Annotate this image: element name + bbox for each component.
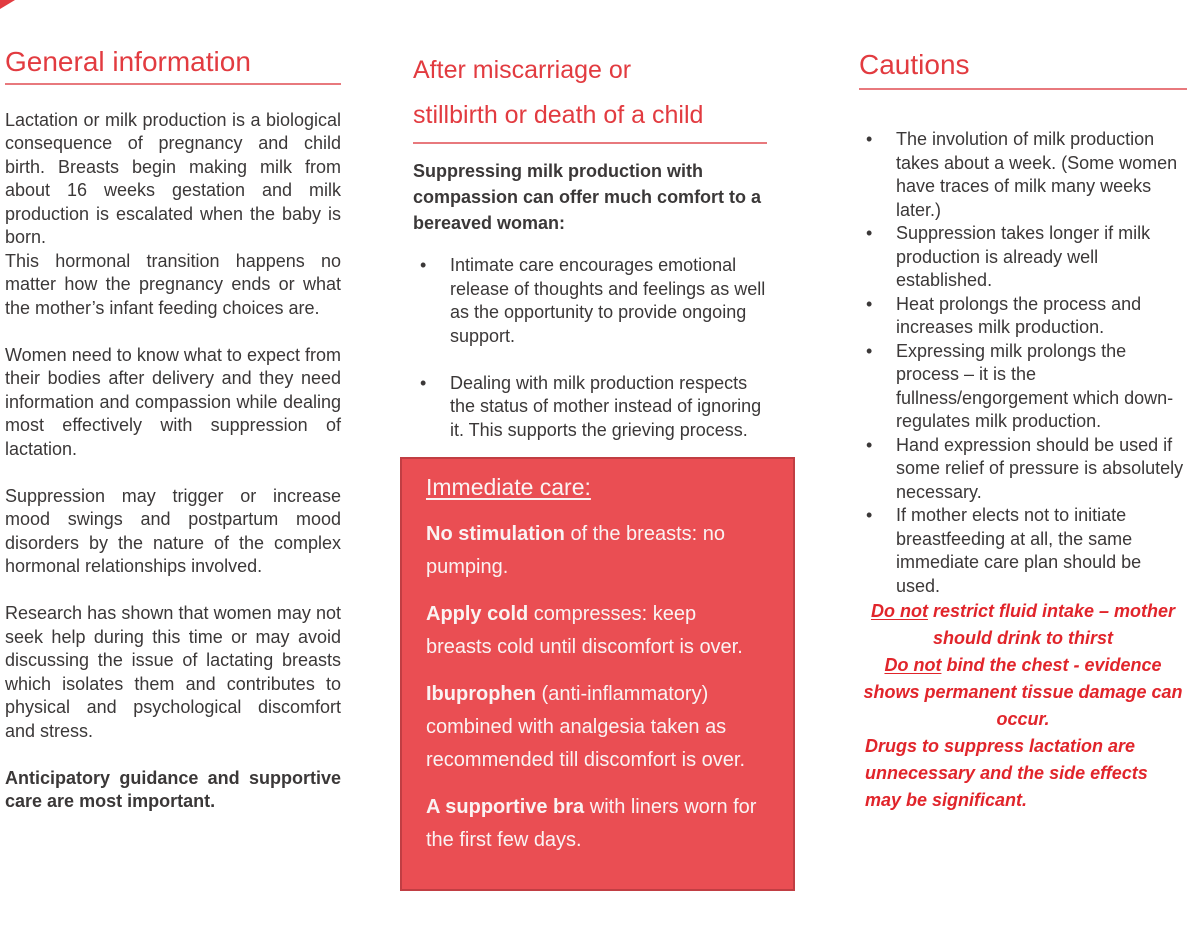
list-item-text: Hand expression should be used if some relief of pressure is absolutely necessary.	[896, 434, 1184, 502]
miscarriage-bullet-list	[413, 254, 767, 442]
heading-line: stillbirth or death of a child	[413, 101, 704, 129]
immediate-care-box	[400, 457, 795, 891]
bullet-icon: •	[866, 434, 873, 455]
care-item	[426, 518, 767, 584]
care-item-rest: with liners worn for the first few days.	[426, 796, 757, 851]
bullet-icon: •	[420, 255, 427, 275]
warning-lead: Do not	[884, 655, 942, 675]
heading-underline	[859, 88, 1187, 90]
list-item-text: Expressing milk prolongs the process – it is the fullness/engorgement which down-regulates milk production.	[896, 340, 1174, 431]
care-item-rest: compresses: keep breasts cold until discomfort is over.	[426, 603, 743, 658]
care-item-rest: of the breasts: no pumping.	[426, 523, 725, 578]
heading-line: After miscarriage or	[413, 56, 632, 84]
after-miscarriage-heading	[413, 48, 767, 138]
cautions-bullet-list	[859, 128, 1187, 598]
heading-underline	[413, 142, 767, 144]
list-item	[413, 372, 767, 443]
list-item	[859, 434, 1187, 505]
list-item-text: The involution of milk production takes about a week. (Some women have traces of milk many weeks later.)	[896, 129, 1178, 220]
list-item	[859, 128, 1187, 222]
bullet-icon: •	[866, 223, 873, 243]
cautions-panel	[855, 48, 1187, 814]
cautions-heading: Cautions	[859, 49, 970, 80]
warning-rest: restrict fluid intake – mother should drink to thirst	[927, 601, 1176, 648]
paragraph: Suppression may trigger or increase mood swings and postpartum mood disorders by the nature of the complex hormonal relationships involved.	[5, 485, 341, 576]
immediate-care-title: Immediate care:	[426, 474, 591, 500]
care-item-rest: (anti-inflammatory) combined with analgesia taken as recommended till discomfort is over.	[426, 683, 746, 771]
list-item	[859, 340, 1187, 434]
list-item	[859, 293, 1187, 340]
warning-lead: Do not	[870, 601, 928, 621]
bullet-icon: •	[866, 505, 873, 525]
warning-fluid-intake	[859, 598, 1187, 652]
care-item-lead: A supportive bra	[426, 796, 585, 818]
paragraph: Lactation or milk production is a biological consequence of pregnancy and child birth. Breasts begin making milk from about 16 weeks gestation and milk production is escalated when the baby is born.	[5, 109, 341, 247]
paragraph-emphasis: Anticipatory guidance and supportive care are most important.	[5, 767, 341, 811]
list-item	[859, 222, 1187, 293]
bullet-icon: •	[866, 340, 873, 361]
bullet-icon: •	[866, 293, 873, 314]
heading-underline	[5, 83, 341, 85]
bullet-icon: •	[866, 129, 873, 149]
list-item-text: If mother elects not to initiate breastfeeding at all, the same immediate care plan should be used.	[896, 505, 1142, 596]
bullet-icon: •	[420, 372, 427, 393]
care-item-lead: No stimulation	[426, 523, 565, 545]
care-item-lead: Apply cold	[426, 603, 529, 625]
general-information-heading: General information	[5, 46, 251, 77]
warning-bind-chest	[859, 652, 1187, 733]
care-item	[426, 678, 767, 777]
care-item-lead: Ibuprophen	[426, 683, 536, 705]
paragraph: This hormonal transition happens no matter how the pregnancy ends or what the mother’s infant feeding choices are.	[5, 250, 341, 318]
care-item	[426, 791, 767, 857]
list-item	[859, 504, 1187, 598]
list-item	[413, 254, 767, 348]
list-item-text: Dealing with milk production respects the status of mother instead of ignoring it. This supports the grieving process.	[450, 372, 762, 440]
paragraph: Women need to know what to expect from their bodies after delivery and they need information and compassion while dealing most effectively with suppression of lactation.	[5, 344, 341, 459]
after-miscarriage-panel	[400, 48, 795, 891]
list-item-text: Heat prolongs the process and increases milk production.	[896, 293, 1142, 337]
warning-rest: bind the chest - evidence shows permanent tissue damage can occur.	[863, 655, 1183, 729]
list-item-text: Suppression takes longer if milk production is already well established.	[896, 223, 1151, 290]
list-item-text: Intimate care encourages emotional release of thoughts and feelings as well as the opportunity to provide ongoing support.	[450, 255, 766, 346]
care-item	[426, 598, 767, 664]
paragraph: Research has shown that women may not seek help during this time or may avoid discussing the issue of lactating breasts which isolates them and contributes to physical and psychological discomfort and stress.	[5, 603, 341, 741]
intro-text: Suppressing milk production with compassion can offer much comfort to a bereaved woman:	[413, 161, 762, 233]
general-information-panel	[5, 45, 341, 814]
page-corner-mark	[0, 0, 15, 9]
warning-drugs: Drugs to suppress lactation are unnecessary and the side effects may be significant.	[865, 736, 1148, 810]
